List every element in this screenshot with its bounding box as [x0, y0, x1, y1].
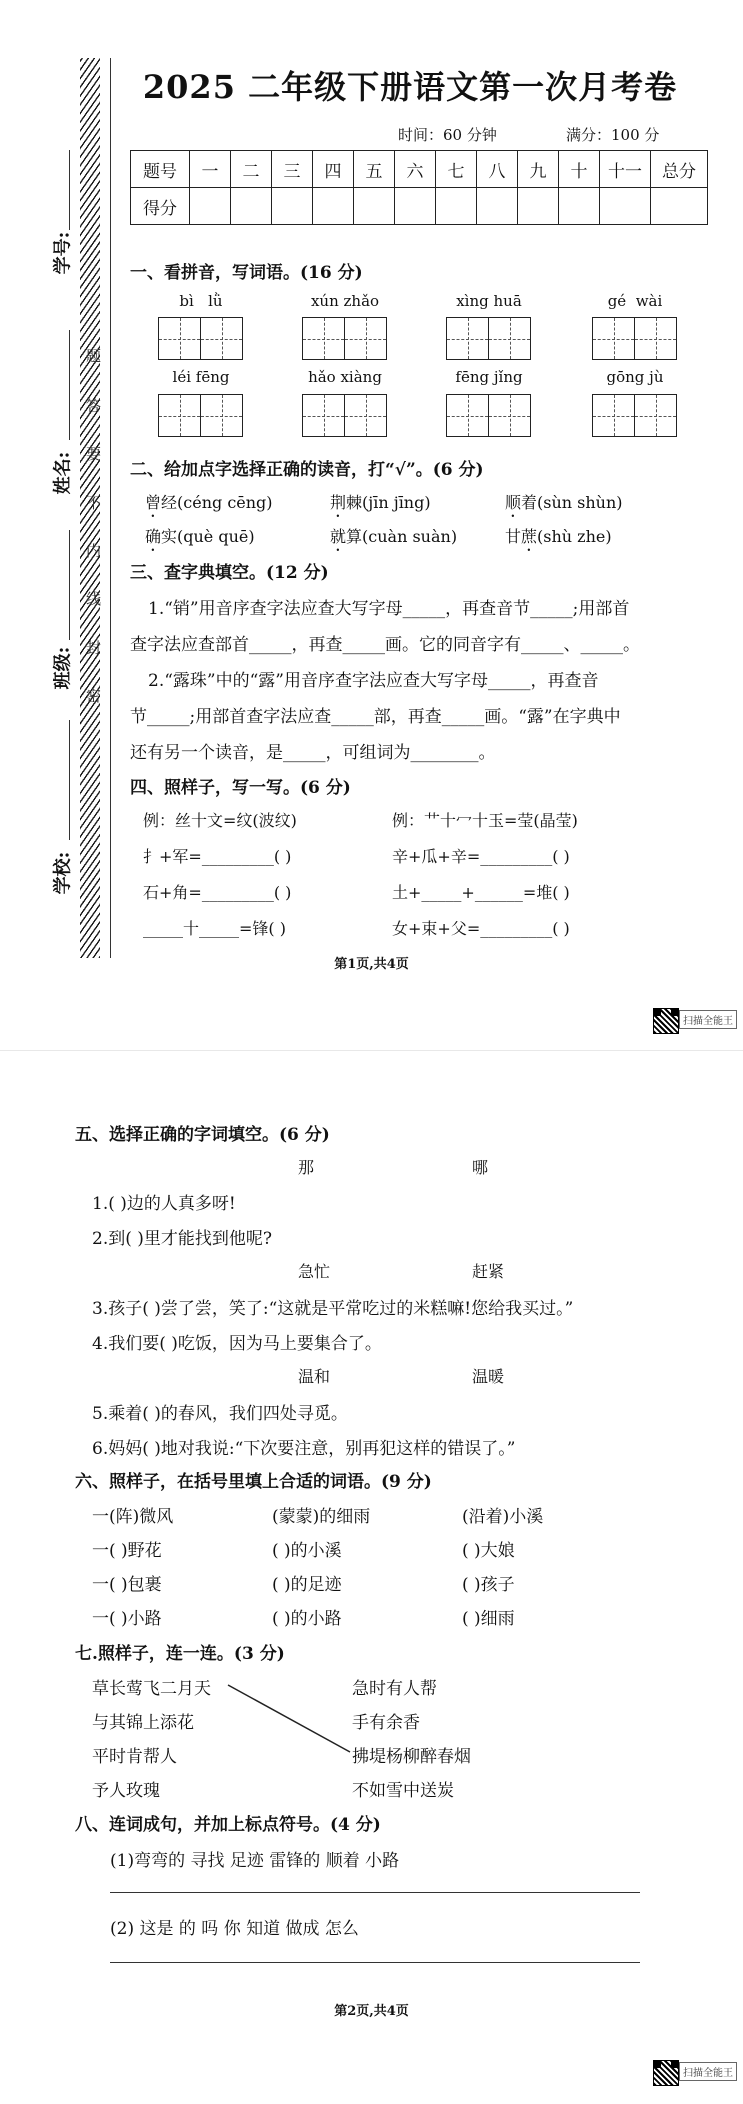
- exam-time: 时间：60 分钟: [398, 126, 497, 144]
- fill-blank-sentence[interactable]: 6.妈妈( )地对我说:“下次要注意，别再犯这样的错误了。”: [92, 1439, 516, 1459]
- page-2-footer: 第2页,共4页: [334, 2004, 409, 2019]
- word-choice: 哪: [472, 1158, 489, 1177]
- dotted-char: 确: [145, 527, 162, 546]
- page-1-footer: 第1页,共4页: [334, 957, 409, 972]
- pinyin-label: xìng huā: [456, 292, 522, 310]
- score-header-cell: 四: [313, 151, 354, 188]
- match-right-item[interactable]: 拂堤杨柳醉春烟: [352, 1747, 471, 1767]
- dotted-char: 荆: [330, 493, 347, 512]
- score-header-cell: 十一: [600, 151, 651, 188]
- phrase-fill-item[interactable]: 一( )野花: [92, 1541, 162, 1561]
- dictionary-question-line: 还有另一个读音，是_____，可组词为________。: [130, 743, 496, 763]
- match-right-item[interactable]: 急时有人帮: [352, 1679, 437, 1699]
- pinyin-label: gōng jù: [606, 368, 664, 386]
- character-combine-item[interactable]: 土+_____+______=堆( ): [392, 883, 570, 902]
- section-1-heading: 一、看拼音，写词语。(16 分): [130, 263, 363, 283]
- character-combine-item[interactable]: _____十_____=锋( ): [143, 919, 286, 938]
- reading-choice-prefix: 甘: [505, 527, 522, 546]
- match-left-item[interactable]: 平时肯帮人: [92, 1747, 177, 1767]
- match-left-item[interactable]: 草长莺飞二月天: [92, 1679, 211, 1699]
- fill-blank-sentence[interactable]: 5.乘着( )的春风，我们四处寻觅。: [92, 1404, 348, 1424]
- match-example-line: [228, 1685, 350, 1752]
- exam-full-score: 满分：100 分: [566, 126, 660, 144]
- pinyin-label: hǎo xiàng: [308, 368, 382, 386]
- reading-choice-text: (shù zhe): [537, 527, 612, 546]
- example-phrase: 一(阵)微风: [92, 1507, 174, 1527]
- dictionary-question-line: 2.“露珠”中的“露”用音序查字法应查大写字母_____，再查音: [148, 671, 599, 691]
- phrase-fill-item[interactable]: 一( )包裹: [92, 1575, 162, 1595]
- dictionary-question-line: 1.“销”用音序查字法应查大写字母_____，再查音节_____;用部首: [148, 599, 630, 619]
- example-phrase: (蒙蒙)的细雨: [272, 1507, 371, 1527]
- scanner-watermark: 扫描全能王: [679, 2062, 737, 2081]
- word-choice: 温暖: [472, 1367, 505, 1386]
- school-label: 学校:: [52, 851, 74, 895]
- student-id-label: 学号:: [52, 231, 74, 275]
- score-header-cell: 一: [190, 151, 231, 188]
- phrase-fill-item[interactable]: 一( )小路: [92, 1609, 162, 1629]
- answer-line[interactable]: [110, 1892, 640, 1893]
- fill-blank-sentence[interactable]: 2.到( )里才能找到他呢?: [92, 1229, 273, 1249]
- score-header-cell: 二: [231, 151, 272, 188]
- word-order-question: (2) 这是 的 吗 你 知道 做成 怎么: [110, 1919, 359, 1939]
- class-label: 班级:: [52, 646, 74, 690]
- pinyin-label: gé wài: [607, 292, 663, 310]
- seal-char: 要: [86, 445, 102, 463]
- score-header-cell: 六: [395, 151, 436, 188]
- score-header-cell: 八: [477, 151, 518, 188]
- section-7-heading: 七.照样子，连一连。(3 分): [75, 1644, 285, 1664]
- dotted-char: 顺: [505, 493, 522, 512]
- exam-title: 2025 二年级下册语文第一次月考卷: [142, 68, 678, 106]
- phrase-fill-item[interactable]: ( )的足迹: [272, 1575, 342, 1595]
- phrase-fill-item[interactable]: ( )的小路: [272, 1609, 342, 1629]
- reading-choice-text: 着(sùn shùn): [521, 493, 623, 512]
- phrase-fill-item[interactable]: ( )大娘: [462, 1541, 515, 1561]
- score-header-cell: 题号: [131, 151, 190, 188]
- reading-choice-text: 经(céng cēng): [161, 493, 273, 512]
- section-5-heading: 五、选择正确的字词填空。(6 分): [75, 1125, 330, 1145]
- phrase-fill-item[interactable]: ( )的小溪: [272, 1541, 342, 1561]
- fill-blank-sentence[interactable]: 4.我们要( )吃饭，因为马上要集合了。: [92, 1334, 382, 1354]
- score-header-cell: 五: [354, 151, 395, 188]
- match-left-item[interactable]: 与其锦上添花: [92, 1713, 194, 1733]
- dictionary-question-line: 查字法应查部首_____，再查_____画。它的同音字有_____、_____。: [130, 635, 640, 655]
- section-6-heading: 六、照样子，在括号里填上合适的词语。(9 分): [75, 1472, 432, 1492]
- reading-choice-text: 实(què quē): [161, 527, 255, 546]
- word-choice: 那: [298, 1158, 315, 1177]
- match-right-item[interactable]: 手有余香: [352, 1713, 420, 1733]
- score-header-cell: 总分: [651, 151, 708, 188]
- seal-char: 答: [86, 397, 102, 415]
- dotted-char: 曾: [145, 493, 162, 512]
- match-left-item[interactable]: 予人玫瑰: [92, 1781, 160, 1801]
- character-combine-item[interactable]: 扌+军=_________( ): [143, 847, 292, 866]
- name-label: 姓名:: [52, 451, 74, 495]
- qr-code-icon: [653, 2060, 679, 2086]
- dotted-char: 就: [330, 527, 347, 546]
- phrase-fill-item[interactable]: ( )细雨: [462, 1609, 515, 1629]
- seal-char: 不: [86, 494, 102, 512]
- word-choice: 温和: [298, 1367, 331, 1386]
- pinyin-label: fēng jǐng: [455, 368, 523, 386]
- pinyin-label: bì lǜ: [179, 292, 223, 310]
- answer-line[interactable]: [110, 1962, 640, 1963]
- fill-blank-sentence[interactable]: 1.( )边的人真多呀!: [92, 1194, 236, 1214]
- match-right-item[interactable]: 不如雪中送炭: [352, 1781, 454, 1801]
- seal-char: 内: [86, 542, 102, 560]
- dictionary-question-line: 节_____;用部首查字法应查_____部，再查_____画。“露”在字典中: [130, 707, 621, 727]
- score-header-cell: 三: [272, 151, 313, 188]
- seal-char: 线: [86, 590, 102, 608]
- score-header-cell: 十: [559, 151, 600, 188]
- fill-blank-sentence[interactable]: 3.孩子( )尝了尝，笑了:“这就是平常吃过的米糕嘛!您给我买过。”: [92, 1299, 574, 1319]
- character-combine-item[interactable]: 女+束+父=_________( ): [392, 919, 570, 938]
- example-phrase: (沿着)小溪: [462, 1507, 544, 1527]
- reading-choice-text: 算(cuàn suàn): [346, 527, 458, 546]
- word-choice: 赶紧: [472, 1262, 505, 1281]
- dotted-char: 蔗: [521, 527, 538, 546]
- character-combine-item[interactable]: 辛+瓜+辛=_________( ): [392, 847, 570, 866]
- word-order-question: (1)弯弯的 寻找 足迹 雷锋的 顺着 小路: [110, 1851, 400, 1871]
- score-row-label: 得分: [131, 188, 190, 225]
- character-combine-item[interactable]: 石+角=_________( ): [143, 883, 292, 902]
- scanner-watermark: 扫描全能王: [679, 1010, 737, 1029]
- section-2-heading: 二、给加点字选择正确的读音，打“√”。(6 分): [130, 460, 484, 480]
- section-3-heading: 三、查字典填空。(12 分): [130, 563, 329, 583]
- pinyin-label: xún zhǎo: [310, 292, 380, 310]
- seal-char: 封: [86, 639, 102, 657]
- word-choice: 急忙: [298, 1262, 331, 1281]
- score-header-cell: 七: [436, 151, 477, 188]
- example-text: 例：丝十文=纹(波纹): [143, 811, 297, 830]
- example-text: 例：艹十冖十玉=莹(晶莹): [392, 811, 578, 830]
- reading-choice-text: 棘(jīn jīng): [346, 493, 431, 512]
- score-header-cell: 九: [518, 151, 559, 188]
- section-8-heading: 八、连词成句，并加上标点符号。(4 分): [75, 1815, 381, 1835]
- seal-char: 密: [86, 687, 102, 705]
- pinyin-label: léi fēng: [172, 368, 230, 386]
- phrase-fill-item[interactable]: ( )孩子: [462, 1575, 515, 1595]
- section-4-heading: 四、照样子，写一写。(6 分): [130, 778, 351, 798]
- seal-char: 题: [86, 347, 102, 365]
